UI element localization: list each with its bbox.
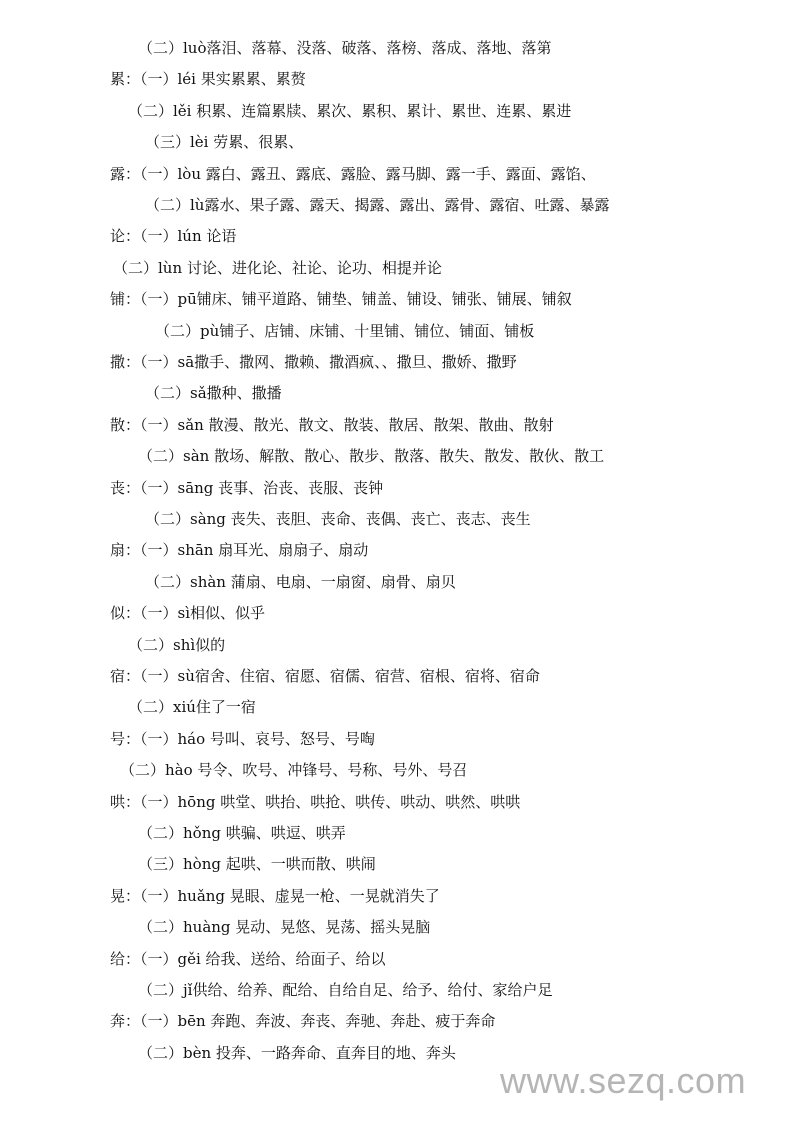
text-line: （二）pù铺子、店铺、床铺、十里铺、铺位、铺面、铺板 bbox=[155, 321, 535, 340]
text-line: （二）xiú住了一宿 bbox=[128, 698, 256, 717]
text-line: 扇：（一）shān 扇耳光、扇扇子、扇动 bbox=[110, 541, 369, 560]
text-line: （二）jǐ供给、给养、配给、自给自足、给予、给付、家给户足 bbox=[138, 981, 553, 999]
text-line: （二）sàn 散场、解散、散心、散步、散落、散失、散发、散伙、散工 bbox=[138, 447, 605, 466]
text-line: （二）hào 号令、吹号、冲锋号、号称、号外、号召 bbox=[120, 761, 468, 780]
text-line: 露：（一）lòu 露白、露丑、露底、露脸、露马脚、露一手、露面、露馅、 bbox=[110, 164, 596, 183]
watermark: www.sezq.com bbox=[500, 1060, 747, 1101]
text-line: （三）hòng 起哄、一哄而散、哄闹 bbox=[138, 855, 376, 874]
text-line: 奔：（一）bēn 奔跑、奔波、奔丧、奔驰、奔赴、疲于奔命 bbox=[110, 1012, 496, 1031]
text-line: （二）sǎ撒种、撒播 bbox=[145, 384, 282, 403]
text-line: （三）lèi 劳累、很累、 bbox=[145, 133, 304, 152]
text-line: 散：（一）sǎn 散漫、散光、散文、散装、散居、散架、散曲、散射 bbox=[110, 415, 554, 434]
text-line: 号：（一）háo 号叫、哀号、怒号、号啕 bbox=[110, 729, 375, 748]
text-line: 晃：（一）huǎng 晃眼、虚晃一枪、一晃就消失了 bbox=[110, 886, 440, 905]
text-line: 丧：（一）sāng 丧事、治丧、丧服、丧钟 bbox=[110, 478, 384, 497]
text-line: 哄：（一）hōng 哄堂、哄抬、哄抢、哄传、哄动、哄然、哄哄 bbox=[110, 792, 521, 811]
text-line: （二）huàng 晃动、晃悠、晃荡、摇头晃脑 bbox=[138, 918, 431, 937]
text-line: 宿：（一）sù宿舍、住宿、宿愿、宿儒、宿营、宿根、宿将、宿命 bbox=[110, 667, 540, 685]
text-line: 累：（一）léi 果实累累、累赘 bbox=[110, 70, 306, 89]
text-line: 铺：（一）pū铺床、铺平道路、铺垫、铺盖、铺设、铺张、铺展、铺叙 bbox=[110, 290, 572, 309]
text-line: 论：（一）lún 论语 bbox=[110, 227, 237, 246]
text-line: （二）hǒng 哄骗、哄逗、哄弄 bbox=[138, 824, 346, 842]
text-line: （二）sàng 丧失、丧胆、丧命、丧偶、丧亡、丧志、丧生 bbox=[145, 510, 531, 528]
text-line: （二）shì似的 bbox=[128, 635, 226, 654]
text-line: （二）shàn 蒲扇、电扇、一扇窗、扇骨、扇贝 bbox=[145, 572, 456, 591]
text-line: 撒：（一）sā撒手、撒网、撒赖、撒酒疯、、撒旦、撒娇、撒野 bbox=[110, 353, 517, 371]
text-line: 给：（一）gěi 给我、送给、给面子、给以 bbox=[110, 949, 386, 968]
text-line: 似：（一）sì相似、似乎 bbox=[110, 604, 265, 623]
text-line: （二）bèn 投奔、一路奔命、直奔目的地、奔头 bbox=[138, 1043, 456, 1062]
text-line: （二）luò落泪、落幕、没落、破落、落榜、落成、落地、落第 bbox=[138, 39, 552, 57]
text-line: （二）lù露水、果子露、露天、揭露、露出、露骨、露宿、吐露、暴露 bbox=[145, 196, 610, 214]
text-line: （二）lěi 积累、连篇累牍、累次、累积、累计、累世、连累、累进 bbox=[128, 101, 572, 120]
text-line: （二）lùn 讨论、进化论、社论、论功、相提并论 bbox=[113, 258, 442, 277]
